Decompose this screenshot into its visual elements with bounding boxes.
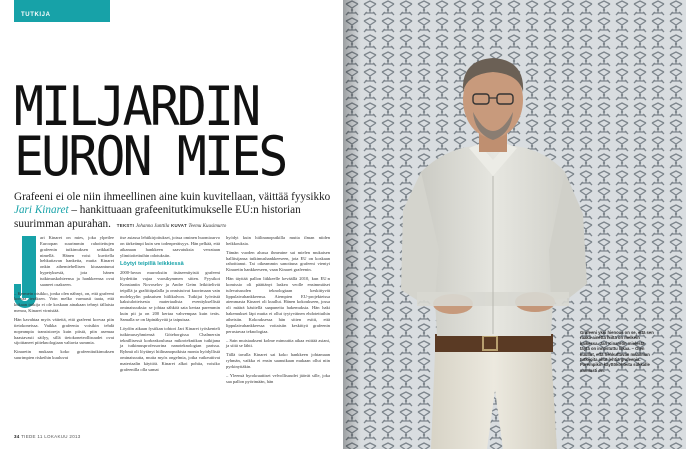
headline-line-1: MILJARDIN (14, 75, 259, 138)
issue-date: LOKAKUU 2013 (44, 434, 81, 439)
body-paragraph: Tällä tavalla Kinaret sai koko hankkeen johtamaan ryhmän, vaikka ei ensin saanutkaan mukaan ollut niin pyrkinyttäkin. (226, 352, 330, 369)
byline-writer: Johanna Junttila (135, 223, 170, 229)
body-paragraph: – Yleensä byrokraattiset velvollisuudet jäävät sille, joka saa pallon pyörimään, hän (226, 372, 330, 384)
byline-text-label: TEKSTI (116, 222, 135, 228)
body-column-2 (120, 235, 220, 376)
page-number: 34 (14, 434, 20, 439)
byline-photographer: Teemu Kuusimurto (188, 223, 227, 229)
body-paragraph: itse asiassa lehtikirjoitukset, joissa ominen huomioarvo on tärkeämpi kuin sen todenperäisyys. Hän pelkää, että aikanaan hankkeen saavutuksia verrataan ylimitoitettuihin odotuksiin. (120, 235, 220, 258)
body-paragraph: – Sain muistaakseni kolme minuuttia aikaa esittää asiani, ja siitä se lähti. (226, 337, 330, 349)
body-column-1 (14, 235, 114, 364)
lede-part-1: Grafeeni ei ole niin ihmeellinen aine kuin kuvitellaan, väittää fyysikko (14, 191, 331, 203)
body-paragraph: hyödyt kuin hiilinanoputkilla mutta ilman niiden heikkouksia. (226, 235, 330, 246)
folio (14, 434, 81, 439)
body-paragraph: Hän kavahtaa myös väitettä, että grafeeni korvaa piin tietokoneissa. Vaikka grafeenia voisikin tehdä nopeampia transistoreja kuin piistä, piin asemaa haastavasti säilyy, sillä tietokoneteollisuudet ovat sijoittaneet piiteknologiaan valtavia summia. (14, 316, 114, 346)
headline (14, 75, 308, 188)
photo-caption: Grafeeni yksi hienous on se, että sen raaka-ainetta hiiltä on melkein kaikessa. Jari Kinaretin mielestä täytä on innostuttu liikaa. – Olen kuullut, että hehkuttavan maailman tutkijoita ollut lehtiä grafeenia. Parempikin käyttökohteita sukkalle varmasti on. (580, 330, 654, 373)
magazine-name: TIEDE 11 (21, 434, 43, 439)
body-paragraph: 2000-luvun murroksiin itsäseenityistä grafeeni löydettiin vajaa vuosikymmen sitten. Fyysikot Konstantin Novoselov ja Andre Geim leikittelivät teipillä ja grafiittipalalla ja onnistuivat kuorimaan vain molekyylin paksuisen hiilikalvon. Tutkijat lyövästä kaksiulotteisesta materiaalista eventtyksellistä ominaisuuksia: se johtaa sähköä sata kertaa paremmin kuin pii ja on 200 kertaa vahvempaa kuin teräs. Samalla se on läpinäkyvää ja taipuisaa. (120, 270, 220, 322)
portrait-photo (343, 0, 686, 449)
body-paragraph: Tämän vuoden alussa ihmeaine sai mielen mukaisen hallitsijansa tutkimushankkeeseen, jota EU on koskaan rahoittanut. Tai oikeammin sanottuna grafeeni vientyi Kinaretin hankkeeseen, vaan Kinaret grafeenin. (226, 249, 330, 273)
lede (14, 191, 336, 233)
body-paragraph: Löydön aikaan fysiikan tohtori Jari Kinaret työskenteli tutkimusryhmiensä Göteborgissa Chalmersin teknillisessä korkeakoulussa mikrotekniikan tutkijana ja tutkimusprofessorina nanoteknologian parissa. Ryhmä oli löytänyt hiilinanoputkista monta hyödyllistä ominaisuutta, mutta myös ongelmia, jotka vaikeuttivat materiaalin käyttöä. Kinaret alkoi pohtia, voisiko grafeenilla olla samat (120, 325, 220, 372)
body-paragraph: ari Kinaret on mies, joka ylpeilee Euroopan suurimmin rahoitettujen grafeenin tutkimuksen seikkailla nimellä. Hänen voisi kuvitella hehkuttavan hanketta, mutta Kinaret onkin aihemiehellisen kiusaantunut hypetyksestä, jota hänen tutkimuskohteensa ja hankkeensa ovat saaneet osakseen. (40, 235, 114, 287)
byline (117, 223, 227, 228)
headline-line-2: EURON MIES (14, 125, 286, 188)
subheading: Löytyi teipillä leikkiessä (120, 261, 184, 268)
photo-page (343, 0, 686, 449)
body-paragraph: Kinaretin mukaan koko grafeenitutkimuksen suurimpien riskeihin kuuluvat (14, 349, 114, 361)
gutter-shadow (343, 0, 361, 449)
body-paragraph: Hän täyttää pallon liikkeelle keväällä 2010, kun EU:n komissio oli päättänyt laskea veolle ensimmäiset tulevaisuuden teknologiaan keskittyvät lippulaivahankkeensa. Aiempien EU-projekteissa aiemmasta Kinaret oli kuullut. Hänen kokoukseen, jossa oli määrä käsitellä saapuneita hakemuksia. Hän haki hakemukset läpi mutta ei ollut tyytyväinen ehdotettuihin aiheisiin. Kokouksessa hän sitten esitti, että lippulaivahankkeessa voitaisiin keskittyä grafeenin perustavaa teknologiaa. (226, 276, 330, 334)
body-paragraph: – Kermein otsikko, jonka olen nähnyt, on, että grafeeni korvaa teräksen. Voin melko varmasti taata, että kukaan tutkija ei ole koskaan ainakaan tehnyt tällaista menoa, Kinaret virnistää. (14, 290, 114, 314)
body-column-3 (226, 235, 330, 387)
lede-name: Jari Kinaret (14, 204, 69, 217)
byline-photo-label: KUVAT (170, 222, 187, 228)
lede-part-2: – hankittuaan grafeenitutkimukselle EU:n historian suurimman apurahan. (14, 204, 301, 230)
section-tag: TUTKIJA (14, 0, 110, 22)
